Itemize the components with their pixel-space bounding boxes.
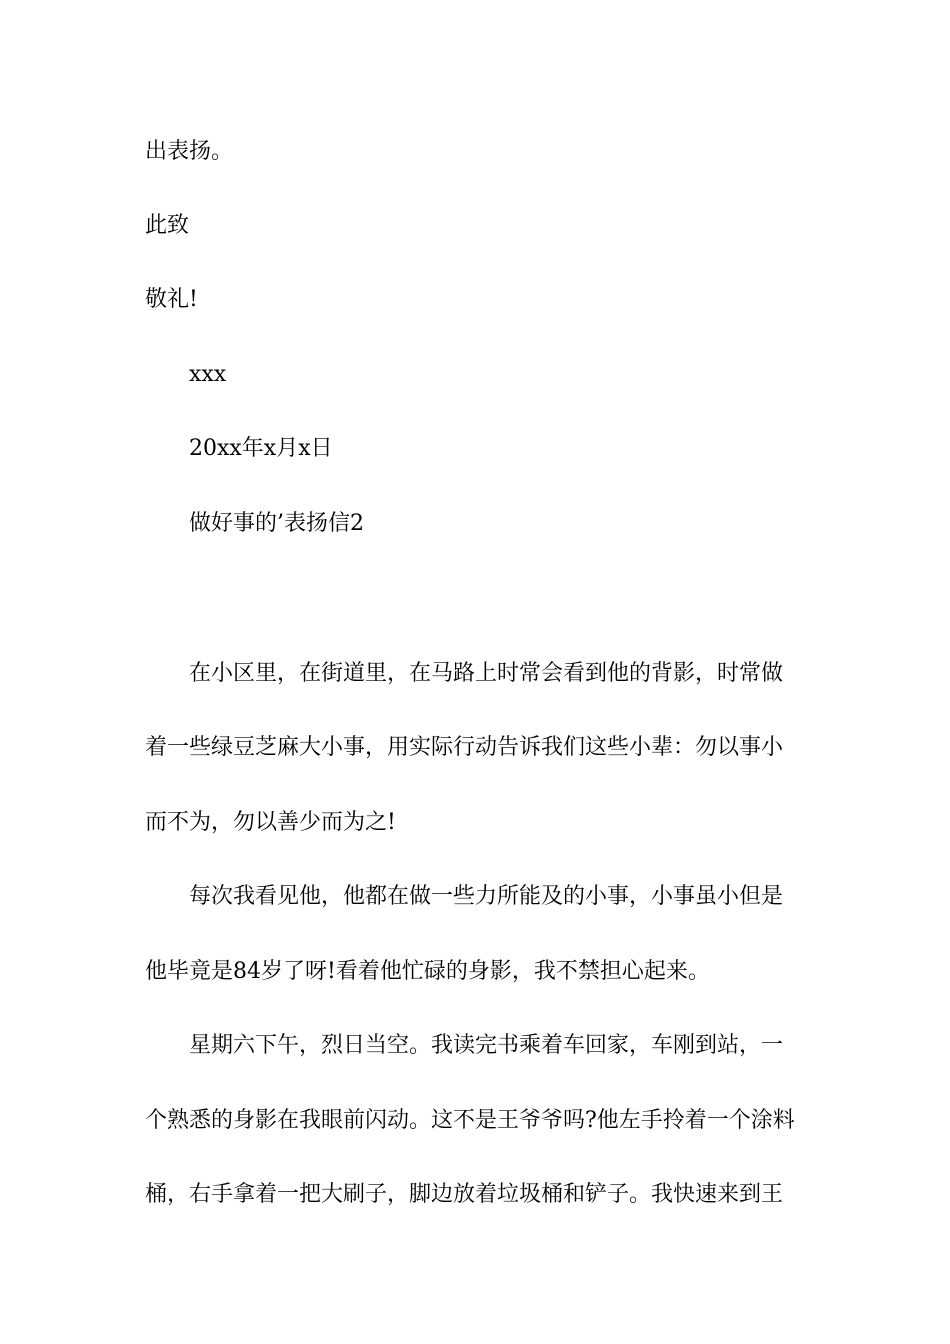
paragraph-line: 在小区里，在街道里，在马路上时常会看到他的背影，时常做 <box>189 661 784 686</box>
paragraph-line: 而不为，勿以善少而为之! <box>145 810 396 835</box>
paragraph-line: 桶，右手拿着一把大刷子，脚边放着垃圾桶和铲子。我快速来到王 <box>145 1182 784 1207</box>
closing-line: 出表扬。 <box>145 139 234 164</box>
section-title: 做好事的’表扬信2 <box>189 511 364 536</box>
paragraph-line: 他毕竟是84岁了呀!看着他忙碌的身影，我不禁担心起来。 <box>145 959 710 984</box>
paragraph-line: 个熟悉的身影在我眼前闪动。这不是王爷爷吗?他左手拎着一个涂料 <box>145 1108 795 1133</box>
regards-line: 敬礼! <box>145 287 198 312</box>
paragraph-line: 每次我看见他，他都在做一些力所能及的小事，小事虽小但是 <box>189 884 784 909</box>
paragraph-line: 着一些绿豆芝麻大小事，用实际行动告诉我们这些小辈：勿以事小 <box>145 735 784 760</box>
date-line: 20xx年x月x日 <box>189 436 333 461</box>
signature: xxx <box>189 362 227 387</box>
salutation-line: 此致 <box>145 213 190 238</box>
paragraph-line: 星期六下午，烈日当空。我读完书乘着车回家，车刚到站，一 <box>189 1033 784 1058</box>
